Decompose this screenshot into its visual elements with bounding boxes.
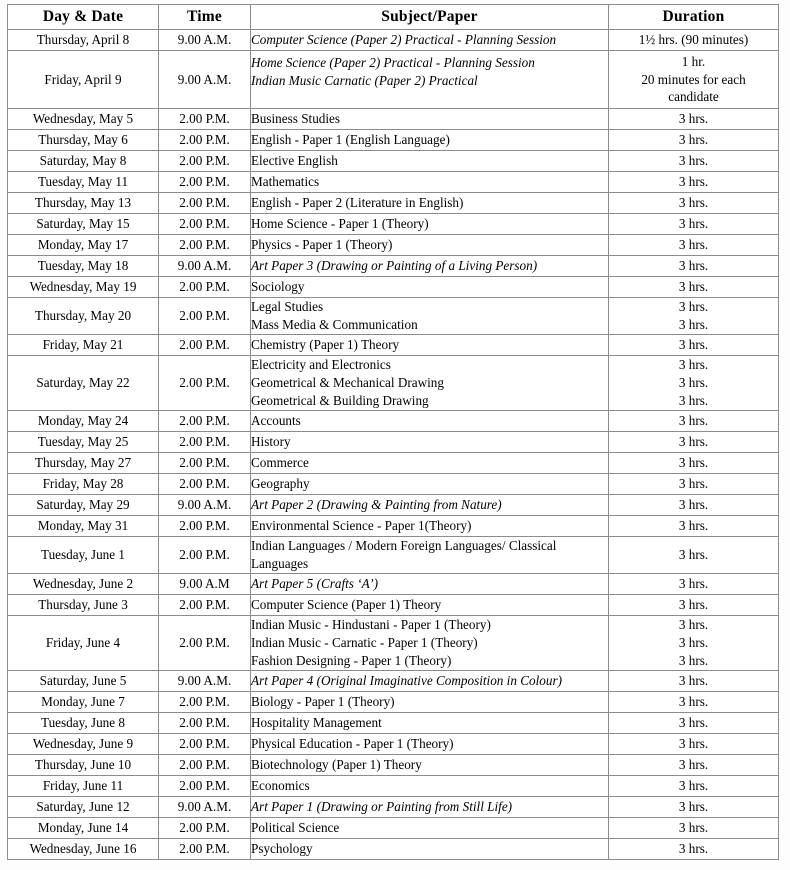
cell-duration [609,817,779,838]
duration-line: 3 hrs. [678,634,709,650]
cell-duration [609,733,779,754]
timetable-container [7,4,778,860]
table-row [8,573,779,594]
subject-line: Accounts [251,412,301,428]
cell-day-date: Friday, May 21 [8,335,159,356]
cell-duration [609,838,779,859]
table-row [8,151,779,172]
cell-time: 2.00 P.M. [159,515,251,536]
column-header-day-date: Day & Date [8,5,159,30]
duration-line: 3 hrs. [678,714,709,730]
column-header-time: Time [159,5,251,30]
cell-subject [251,494,609,515]
duration-line: 3 hrs. [678,496,709,512]
duration-line: 3 hrs. [678,672,709,688]
subject-line: Business Studies [251,111,341,127]
cell-time: 2.00 P.M. [159,838,251,859]
subject-line: Art Paper 5 (Crafts ‘A’) [251,575,378,591]
cell-subject [251,130,609,151]
table-row [8,817,779,838]
cell-day-date: Thursday, April 8 [8,30,159,51]
cell-subject [251,796,609,817]
cell-subject [251,712,609,733]
subject-line: Art Paper 3 (Drawing or Painting of a Living Person) [251,258,538,274]
subject-line: History [251,433,291,449]
exam-timetable [7,4,779,860]
cell-duration [609,536,779,573]
cell-duration [609,298,779,335]
cell-duration [609,473,779,494]
cell-time: 9.00 A.M [159,573,251,594]
table-row [8,515,779,536]
cell-day-date: Wednesday, June 2 [8,573,159,594]
duration-line: 3 hrs. [678,735,709,751]
table-row [8,431,779,452]
subject-line: Environmental Science - Paper 1(Theory) [251,517,472,533]
cell-time: 2.00 P.M. [159,356,251,411]
cell-duration [609,277,779,298]
cell-subject [251,515,609,536]
duration-line: 3 hrs. [678,195,709,211]
duration-line: 3 hrs. [678,111,709,127]
cell-subject [251,410,609,431]
subject-line: Physics - Paper 1 (Theory) [251,237,393,253]
table-row [8,594,779,615]
cell-day-date: Saturday, June 12 [8,796,159,817]
table-row [8,775,779,796]
cell-day-date: Monday, May 31 [8,515,159,536]
table-header [8,5,779,30]
subject-line: Fashion Designing - Paper 1 (Theory) [251,652,452,668]
subject-line: Computer Science (Paper 2) Practical - Planning Session [251,32,557,48]
table-row [8,838,779,859]
duration-line: 3 hrs. [678,798,709,814]
cell-time: 2.00 P.M. [159,109,251,130]
table-row [8,109,779,130]
cell-duration [609,130,779,151]
duration-line: 3 hrs. [678,258,709,274]
cell-day-date: Wednesday, May 5 [8,109,159,130]
cell-time: 2.00 P.M. [159,335,251,356]
cell-day-date: Friday, May 28 [8,473,159,494]
table-row [8,712,779,733]
cell-time: 2.00 P.M. [159,431,251,452]
duration-line: 3 hrs. [678,616,709,632]
duration-line: candidate [668,89,719,105]
cell-subject [251,51,609,109]
cell-subject [251,214,609,235]
cell-day-date: Saturday, May 22 [8,356,159,411]
column-header-duration: Duration [609,5,779,30]
table-row [8,536,779,573]
table-row [8,193,779,214]
duration-line: 1½ hrs. (90 minutes) [638,32,749,48]
subject-line: Legal Studies [251,299,324,315]
table-row [8,733,779,754]
subject-line: Hospitality Management [251,714,382,730]
duration-line: 1 hr. [681,53,706,69]
duration-line: 3 hrs. [678,357,709,372]
cell-day-date: Saturday, May 29 [8,494,159,515]
cell-time: 2.00 P.M. [159,452,251,473]
cell-duration [609,754,779,775]
cell-day-date: Wednesday, June 9 [8,733,159,754]
duration-line: 3 hrs. [678,337,709,353]
duration-line: 3 hrs. [678,652,709,668]
cell-day-date: Monday, May 17 [8,235,159,256]
table-row [8,691,779,712]
cell-subject [251,775,609,796]
duration-line: 3 hrs. [678,475,709,491]
subject-line: Physical Education - Paper 1 (Theory) [251,735,454,751]
cell-duration [609,335,779,356]
duration-line: 3 hrs. [678,392,709,408]
duration-line: 20 minutes for each [641,71,746,87]
table-row [8,615,779,670]
duration-line: 3 hrs. [678,317,709,332]
table-row [8,670,779,691]
cell-duration [609,51,779,109]
cell-duration [609,615,779,670]
table-row [8,277,779,298]
subject-line: Geometrical & Mechanical Drawing [251,374,444,390]
subject-line: Chemistry (Paper 1) Theory [251,337,400,353]
cell-day-date: Tuesday, June 1 [8,536,159,573]
cell-subject [251,109,609,130]
duration-line: 3 hrs. [678,174,709,190]
cell-time: 9.00 A.M. [159,51,251,109]
table-row [8,51,779,109]
cell-duration [609,356,779,411]
subject-line: Elective English [251,153,338,169]
cell-day-date: Monday, June 7 [8,691,159,712]
cell-subject [251,754,609,775]
cell-time: 2.00 P.M. [159,193,251,214]
duration-line: 3 hrs. [678,216,709,232]
cell-day-date: Tuesday, June 8 [8,712,159,733]
cell-time: 2.00 P.M. [159,214,251,235]
cell-subject [251,356,609,411]
subject-line: Biology - Paper 1 (Theory) [251,693,395,709]
table-row [8,335,779,356]
cell-day-date: Saturday, June 5 [8,670,159,691]
cell-time: 2.00 P.M. [159,691,251,712]
subject-line: Sociology [251,279,305,295]
table-row [8,214,779,235]
cell-duration [609,691,779,712]
cell-time: 9.00 A.M. [159,670,251,691]
subject-line: Art Paper 1 (Drawing or Painting from Still Life) [251,798,513,814]
subject-line: Economics [251,777,310,793]
cell-subject [251,298,609,335]
subject-line: Indian Music Carnatic (Paper 2) Practical [251,72,478,88]
table-body [8,30,779,860]
table-row [8,754,779,775]
cell-duration [609,256,779,277]
cell-duration [609,151,779,172]
duration-line: 3 hrs. [678,132,709,148]
cell-day-date: Friday, April 9 [8,51,159,109]
cell-time: 2.00 P.M. [159,473,251,494]
cell-time: 2.00 P.M. [159,298,251,335]
subject-line: Art Paper 2 (Drawing & Painting from Nature) [251,496,502,512]
cell-day-date: Thursday, June 10 [8,754,159,775]
table-row [8,30,779,51]
cell-day-date: Tuesday, May 25 [8,431,159,452]
cell-day-date: Tuesday, May 18 [8,256,159,277]
cell-subject [251,193,609,214]
cell-duration [609,494,779,515]
cell-subject [251,30,609,51]
duration-line: 3 hrs. [678,596,709,612]
cell-time: 2.00 P.M. [159,277,251,298]
cell-subject [251,838,609,859]
cell-time: 2.00 P.M. [159,775,251,796]
cell-duration [609,193,779,214]
cell-subject [251,452,609,473]
cell-day-date: Monday, June 14 [8,817,159,838]
table-row [8,235,779,256]
cell-time: 2.00 P.M. [159,594,251,615]
cell-subject [251,594,609,615]
cell-subject [251,277,609,298]
cell-duration [609,410,779,431]
table-row [8,298,779,335]
cell-day-date: Monday, May 24 [8,410,159,431]
cell-time: 9.00 A.M. [159,256,251,277]
cell-time: 2.00 P.M. [159,130,251,151]
cell-duration [609,670,779,691]
duration-line: 3 hrs. [678,575,709,591]
cell-day-date: Thursday, May 27 [8,452,159,473]
duration-line: 3 hrs. [678,693,709,709]
cell-time: 9.00 A.M. [159,30,251,51]
duration-line: 3 hrs. [678,819,709,835]
cell-duration [609,30,779,51]
duration-line: 3 hrs. [678,279,709,295]
cell-subject [251,615,609,670]
table-row [8,130,779,151]
cell-time: 2.00 P.M. [159,615,251,670]
subject-line: Indian Music - Carnatic - Paper 1 (Theory) [251,634,478,650]
cell-day-date: Thursday, May 13 [8,193,159,214]
cell-duration [609,515,779,536]
cell-day-date: Wednesday, June 16 [8,838,159,859]
subject-line: Political Science [251,819,340,835]
subject-line: Indian Languages / Modern Foreign Languages/ Classical Languages [251,537,557,571]
cell-subject [251,536,609,573]
subject-line: Indian Music - Hindustani - Paper 1 (Theory) [251,616,491,632]
cell-time: 9.00 A.M. [159,494,251,515]
subject-line: Geometrical & Building Drawing [251,392,429,408]
cell-day-date: Saturday, May 15 [8,214,159,235]
cell-duration [609,431,779,452]
cell-day-date: Friday, June 4 [8,615,159,670]
cell-day-date: Thursday, May 6 [8,130,159,151]
cell-time: 2.00 P.M. [159,712,251,733]
cell-day-date: Tuesday, May 11 [8,172,159,193]
subject-line: Home Science (Paper 2) Practical - Planning Session [251,55,535,70]
cell-subject [251,335,609,356]
cell-subject [251,473,609,494]
cell-day-date: Wednesday, May 19 [8,277,159,298]
cell-duration [609,172,779,193]
cell-subject [251,573,609,594]
header-row [8,5,779,30]
cell-time: 2.00 P.M. [159,536,251,573]
table-row [8,356,779,411]
duration-line: 3 hrs. [678,840,709,856]
table-row [8,452,779,473]
cell-subject [251,151,609,172]
cell-subject [251,235,609,256]
duration-line: 3 hrs. [678,237,709,253]
cell-day-date: Saturday, May 8 [8,151,159,172]
column-header-subject: Subject/Paper [251,5,609,30]
cell-duration [609,214,779,235]
table-row [8,410,779,431]
subject-line: Biotechnology (Paper 1) Theory [251,756,422,772]
table-row [8,796,779,817]
cell-duration [609,594,779,615]
duration-line: 3 hrs. [678,454,709,470]
cell-duration [609,235,779,256]
cell-subject [251,733,609,754]
cell-day-date: Thursday, May 20 [8,298,159,335]
cell-duration [609,775,779,796]
subject-line: Electricity and Electronics [251,357,391,372]
subject-line: Mass Media & Communication [251,317,418,332]
cell-subject [251,817,609,838]
subject-line: Home Science - Paper 1 (Theory) [251,216,429,232]
subject-line: Psychology [251,840,313,856]
subject-line: Geography [251,475,310,491]
cell-time: 9.00 A.M. [159,796,251,817]
cell-time: 2.00 P.M. [159,733,251,754]
cell-time: 2.00 P.M. [159,410,251,431]
subject-line: Computer Science (Paper 1) Theory [251,596,442,612]
subject-line: Commerce [251,454,309,470]
cell-subject [251,256,609,277]
duration-line: 3 hrs. [678,153,709,169]
cell-time: 2.00 P.M. [159,235,251,256]
cell-time: 2.00 P.M. [159,817,251,838]
cell-time: 2.00 P.M. [159,151,251,172]
duration-line: 3 hrs. [678,546,709,562]
subject-line: Art Paper 4 (Original Imaginative Composition in Colour) [251,672,562,688]
cell-subject [251,172,609,193]
cell-duration [609,796,779,817]
table-row [8,473,779,494]
duration-line: 3 hrs. [678,756,709,772]
subject-line: Mathematics [251,174,320,190]
cell-duration [609,573,779,594]
cell-duration [609,109,779,130]
cell-duration [609,712,779,733]
duration-line: 3 hrs. [678,299,709,315]
table-row [8,494,779,515]
cell-time: 2.00 P.M. [159,754,251,775]
cell-subject [251,670,609,691]
duration-line: 3 hrs. [678,777,709,793]
cell-day-date: Friday, June 11 [8,775,159,796]
subject-line: English - Paper 1 (English Language) [251,132,450,148]
table-row [8,256,779,277]
duration-line: 3 hrs. [678,517,709,533]
cell-day-date: Thursday, June 3 [8,594,159,615]
cell-duration [609,452,779,473]
duration-line: 3 hrs. [678,412,709,428]
subject-line: English - Paper 2 (Literature in English) [251,195,464,211]
duration-line: 3 hrs. [678,374,709,390]
table-row [8,172,779,193]
cell-subject [251,431,609,452]
duration-line: 3 hrs. [678,433,709,449]
cell-time: 2.00 P.M. [159,172,251,193]
cell-subject [251,691,609,712]
